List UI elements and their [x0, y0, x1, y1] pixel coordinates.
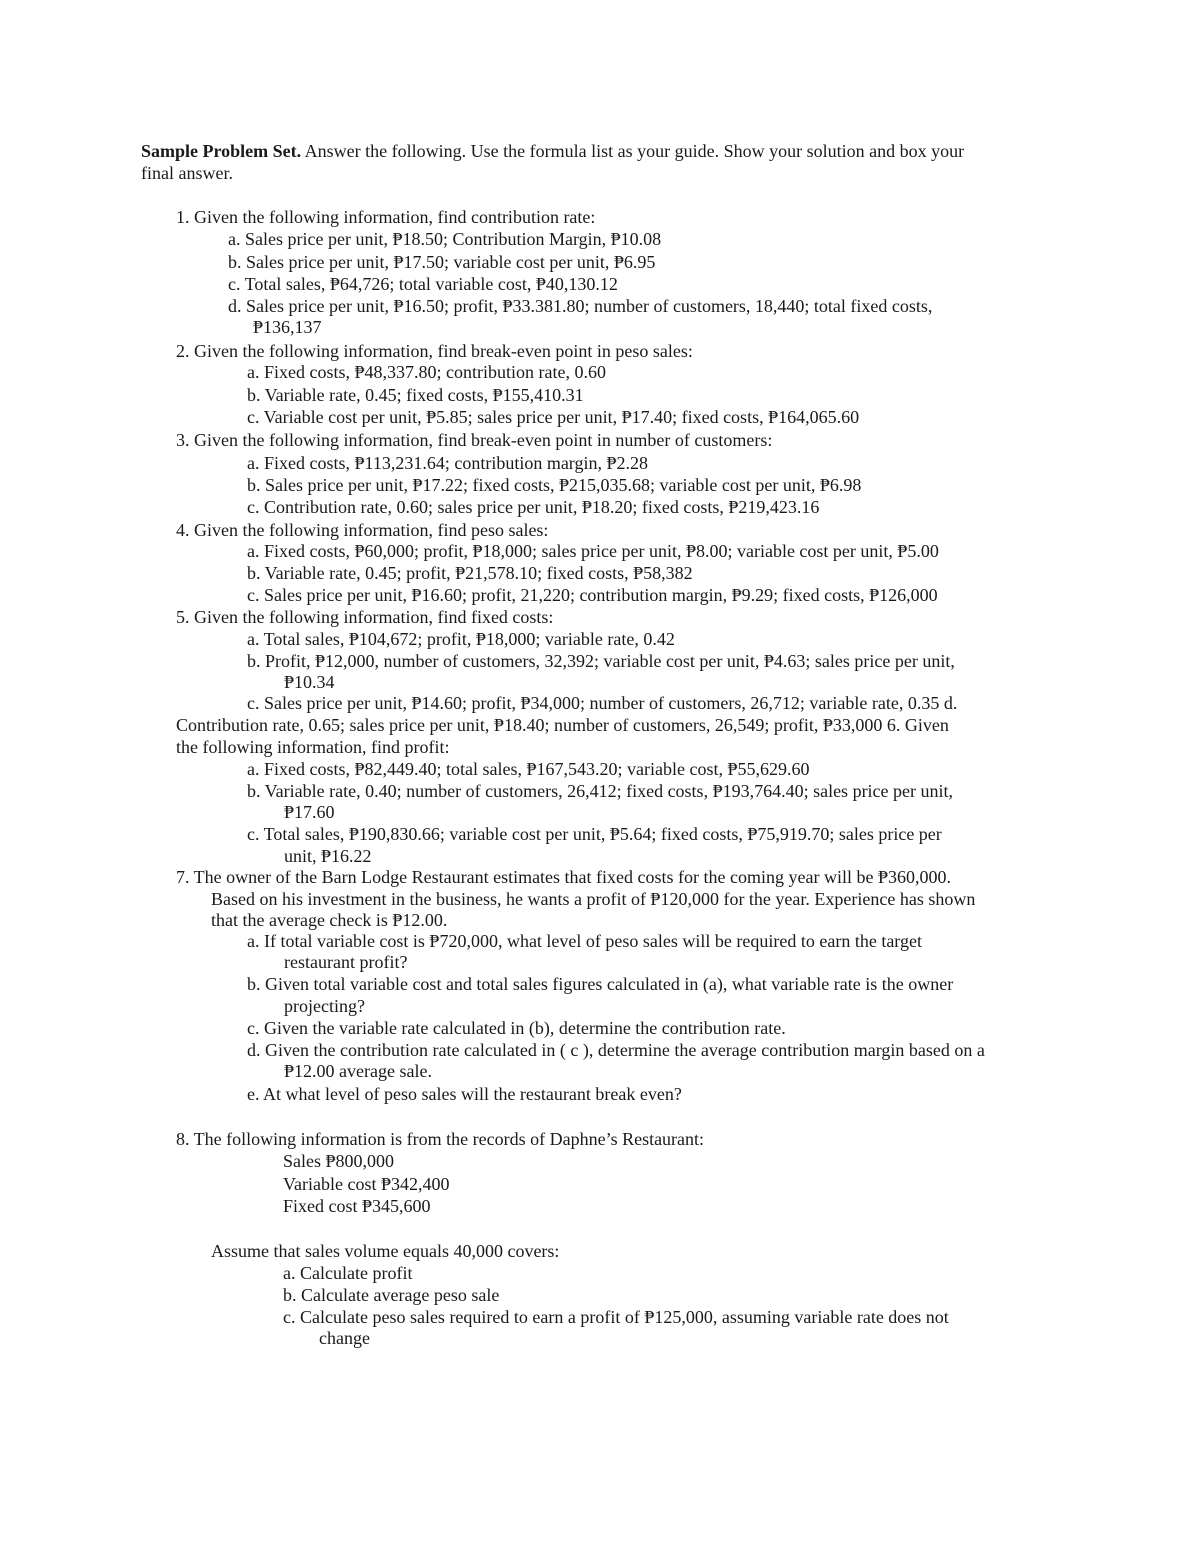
problem-7-cont-1: Based on his investment in the business, he wants a profit of ₱120,000 for the year. Experience has shown — [211, 889, 976, 909]
problem-5a: a. Total sales, ₱104,672; profit, ₱18,000; variable rate, 0.42 — [247, 629, 675, 649]
problem-5b: b. Profit, ₱12,000, number of customers, 32,392; variable cost per unit, ₱4.63; sales price per unit, — [247, 651, 955, 671]
problem-1c: c. Total sales, ₱64,726; total variable cost, ₱40,130.12 — [228, 274, 618, 294]
problem-6b: b. Variable rate, 0.40; number of customers, 26,412; fixed costs, ₱193,764.40; sales price per unit, — [247, 781, 954, 801]
problem-4a: a. Fixed costs, ₱60,000; profit, ₱18,000; sales price per unit, ₱8.00; variable cost per unit, ₱5.00 — [247, 541, 939, 561]
problem-8a: a. Calculate profit — [283, 1263, 413, 1283]
problem-7a: a. If total variable cost is ₱720,000, what level of peso sales will be required to earn the target — [247, 931, 922, 951]
problem-3a: a. Fixed costs, ₱113,231.64; contribution margin, ₱2.28 — [247, 453, 648, 473]
problem-7d-cont: ₱12.00 average sale. — [284, 1061, 432, 1081]
problem-5d: Contribution rate, 0.65; sales price per unit, ₱18.40; number of customers, 26,549; profit, ₱33,000 6. Given — [176, 715, 949, 735]
problem-4: 4. Given the following information, find peso sales: — [176, 520, 549, 540]
problem-7: 7. The owner of the Barn Lodge Restaurant estimates that fixed costs for the coming year will be ₱360,000. — [176, 867, 951, 887]
problem-8-assumption: Assume that sales volume equals 40,000 covers: — [211, 1241, 560, 1261]
problem-7a-cont: restaurant profit? — [284, 952, 408, 972]
problem-2c: c. Variable cost per unit, ₱5.85; sales price per unit, ₱17.40; fixed costs, ₱164,065.60 — [247, 407, 860, 427]
problem-5: 5. Given the following information, find fixed costs: — [176, 607, 554, 627]
problem-8: 8. The following information is from the records of Daphne’s Restaurant: — [176, 1129, 705, 1149]
instructions-continued: final answer. — [141, 163, 233, 183]
problem-7-cont-2: that the average check is ₱12.00. — [211, 910, 448, 930]
problem-4b: b. Variable rate, 0.45; profit, ₱21,578.10; fixed costs, ₱58,382 — [247, 563, 693, 583]
problem-set-title: Sample Problem Set. — [141, 141, 302, 161]
problem-7d: d. Given the contribution rate calculated in ( c ), determine the average contribution margin based on a — [247, 1040, 985, 1060]
problem-1: 1. Given the following information, find contribution rate: — [176, 207, 596, 227]
problem-8c: c. Calculate peso sales required to earn a profit of ₱125,000, assuming variable rate does not — [283, 1307, 949, 1327]
problem-2: 2. Given the following information, find break-even point in peso sales: — [176, 341, 693, 361]
problem-1a: a. Sales price per unit, ₱18.50; Contribution Margin, ₱10.08 — [228, 229, 662, 249]
problem-7b-cont: projecting? — [284, 996, 365, 1016]
problem-8-variable-cost: Variable cost ₱342,400 — [283, 1174, 450, 1194]
problem-8-sales: Sales ₱800,000 — [283, 1151, 395, 1171]
problem-1d-cont: ₱136,137 — [253, 317, 322, 337]
problem-5b-cont: ₱10.34 — [284, 672, 335, 692]
problem-6: the following information, find profit: — [176, 737, 450, 757]
intro-line — [141, 140, 964, 162]
problem-1b: b. Sales price per unit, ₱17.50; variable cost per unit, ₱6.95 — [228, 252, 656, 272]
problem-4c: c. Sales price per unit, ₱16.60; profit, 21,220; contribution margin, ₱9.29; fixed costs, ₱126,000 — [247, 585, 938, 605]
problem-6b-cont: ₱17.60 — [284, 802, 335, 822]
problem-5c: c. Sales price per unit, ₱14.60; profit, ₱34,000; number of customers, 26,712; variable rate, 0.35 d. — [247, 693, 958, 713]
problem-8c-cont: change — [319, 1328, 370, 1348]
instructions-text: Answer the following. Use the formula list as your guide. Show your solution and box your — [301, 141, 965, 161]
problem-8b: b. Calculate average peso sale — [283, 1285, 500, 1305]
problem-3c: c. Contribution rate, 0.60; sales price per unit, ₱18.20; fixed costs, ₱219,423.16 — [247, 497, 820, 517]
problem-7b: b. Given total variable cost and total sales figures calculated in (a), what variable rate is the owner — [247, 974, 954, 994]
problem-7e: e. At what level of peso sales will the restaurant break even? — [247, 1084, 682, 1104]
problem-6c-cont: unit, ₱16.22 — [284, 846, 372, 866]
problem-6a: a. Fixed costs, ₱82,449.40; total sales, ₱167,543.20; variable cost, ₱55,629.60 — [247, 759, 810, 779]
problem-2a: a. Fixed costs, ₱48,337.80; contribution rate, 0.60 — [247, 362, 606, 382]
problem-8-fixed-cost: Fixed cost ₱345,600 — [283, 1196, 431, 1216]
problem-6c: c. Total sales, ₱190,830.66; variable cost per unit, ₱5.64; fixed costs, ₱75,919.70; sales price per — [247, 824, 942, 844]
problem-1d: d. Sales price per unit, ₱16.50; profit, ₱33.381.80; number of customers, 18,440; total fixed costs, — [228, 296, 933, 316]
problem-2b: b. Variable rate, 0.45; fixed costs, ₱155,410.31 — [247, 385, 584, 405]
problem-3b: b. Sales price per unit, ₱17.22; fixed costs, ₱215,035.68; variable cost per unit, ₱6.98 — [247, 475, 862, 495]
problem-3: 3. Given the following information, find break-even point in number of customers: — [176, 430, 773, 450]
problem-7c: c. Given the variable rate calculated in (b), determine the contribution rate. — [247, 1018, 786, 1038]
